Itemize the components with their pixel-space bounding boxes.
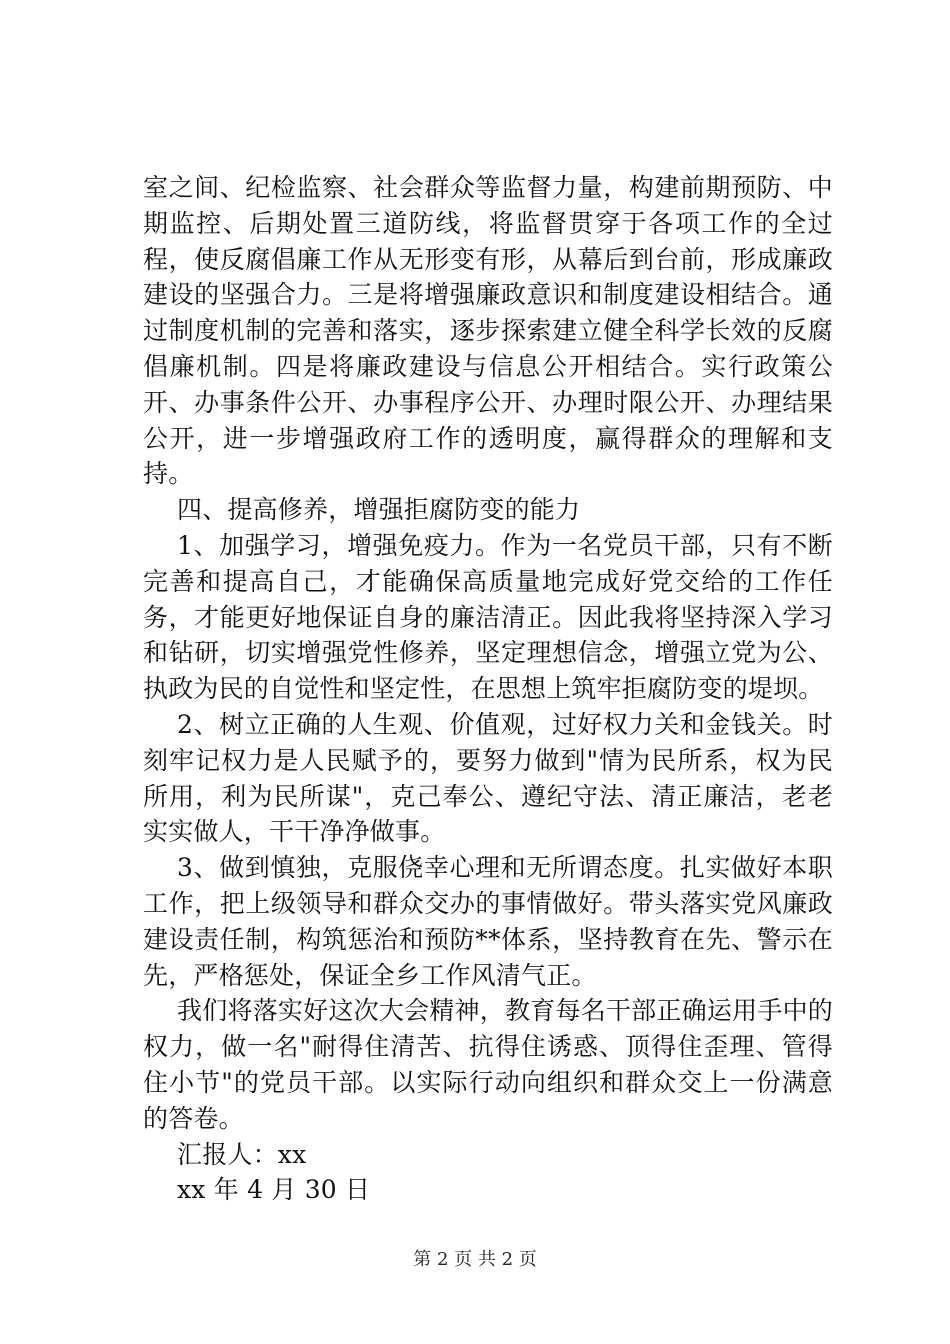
page-footer (0, 1245, 950, 1271)
reporter-line: 汇报人：xx (177, 1139, 307, 1169)
paragraph-item-2: 2、树立正确的人生观、价值观，过好权力关和金钱关。时刻牢记权力是人民赋予的，要努力做到"情为民所系，权为民所用，利为民所谋"，克己奉公、遵纪守法、清正廉洁，老老实实做人，干干净净做事。 (143, 709, 833, 847)
page-number-label: 第 2 页 共 2 页 (413, 1249, 537, 1270)
paragraph-item-3: 3、做到慎独，克服侥幸心理和无所谓态度。扎实做好本职工作，把上级领导和群众交办的事情做好。带头落实党风廉政建设责任制，构筑惩治和预防**体系，坚持教育在先、警示在先，严格惩处，保证全乡工作风清气正。 (143, 853, 833, 990)
paragraph-continued: 室之间、纪检监察、社会群众等监督力量，构建前期预防、中期监控、后期处置三道防线，将监督贯穿于各项工作的全过程，使反腐倡廉工作从无形变有形，从幕后到台前，形成廉政建设的坚强合力。三是将增强廉政意识和制度建设相结合。通过制度机制的完善和落实，逐步探索建立健全科学长效的反腐倡廉机制。四是将廉政建设与信息公开相结合。实行政策公开、办事条件公开、办事程序公开、办理时限公开、办理结果公开，进一步增强政府工作的透明度，赢得群众的理解和支持。 (143, 173, 833, 489)
date-line: xx 年 4 月 30 日 (177, 1175, 371, 1205)
document-body (143, 170, 833, 1208)
paragraph-item-1: 1、加强学习，增强免疫力。作为一名党员干部，只有不断完善和提高自己，才能确保高质量地完成好党交给的工作任务，才能更好地保证自身的廉洁清正。因此我将坚持深入学习和钻研，切实增强党性修养，坚定理想信念，增强立党为公、执政为民的自觉性和坚定性，在思想上筑牢拒腐防变的堤坝。 (143, 530, 833, 704)
section-heading: 四、提高修养，增强拒腐防变的能力 (177, 495, 581, 525)
paragraph-conclusion: 我们将落实好这次大会精神，教育每名干部正确运用手中的权力，做一名"耐得住清苦、抗得住诱惑、顶得住歪理、管得住小节"的党员干部。以实际行动向组织和群众交上一份满意的答卷。 (143, 996, 833, 1133)
